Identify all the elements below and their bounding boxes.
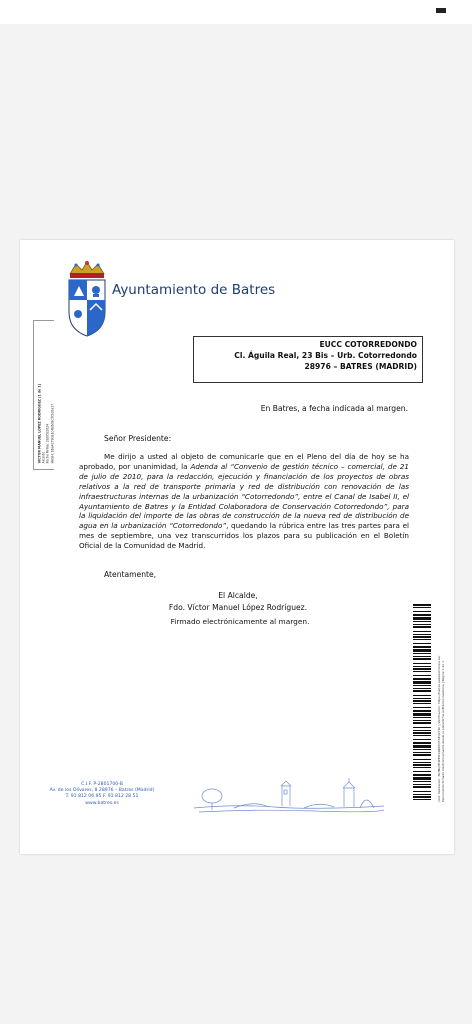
footer-web: www.batres.es — [85, 800, 119, 806]
status-indicator — [436, 8, 446, 13]
signature-stamp — [33, 320, 54, 470]
organization-name: Ayuntamiento de Batres — [112, 282, 276, 298]
recipient-city: 28976 – BATRES (MADRID) — [304, 362, 417, 371]
greeting: Señor Presidente: — [104, 434, 172, 443]
signature-line: HASH: 8ba4c79da1c4b6d8c3f2e9a17 — [50, 403, 55, 464]
footer-cif: C.I.F. P-2801700-B — [81, 782, 123, 787]
signatory-name: Fdo. Víctor Manuel López Rodríguez. — [168, 602, 308, 612]
verification-line: Cód. Validación: 3K7NQTE4HH7A9R6TQ5XFQ2Y9C | Verificación: https://batres.sedelectronica.es/ — [437, 655, 442, 802]
letter-body — [79, 452, 409, 551]
document-page — [20, 240, 454, 854]
footer-address: Av. de los Olivares, 8 28976 – Batres (Madrid) — [49, 788, 155, 794]
closing: Atentamente, — [104, 570, 157, 579]
recipient-address-box — [193, 336, 423, 383]
body-conclusion: , quedando la rúbrica entre las tres partes para el mes de septiembre, una vez transcurridos los plazos para su publicación en el Boletín Oficial de la Comunidad de Madrid. — [79, 521, 409, 551]
signature-line: Alcalde — [41, 451, 46, 464]
recipient-street: Cl. Águila Real, 23 Bis – Urb. Cotorredondo — [234, 351, 417, 360]
signature-line: VICTOR MANUEL LOPEZ RODRIGUEZ (1 de 1) — [37, 383, 42, 464]
verification-line: Documento firmado electrónicamente desde la plataforma esPublico Gestiona | Página 1 de 1 — [441, 660, 445, 802]
signatory-title: El Alcalde, — [218, 591, 258, 600]
body-intro: Me dirijo a usted al objeto de comunicarle que en el Pleno del día de hoy se ha aprobado, por unanimidad, la — [79, 452, 409, 471]
town-landscape-illustration — [194, 774, 384, 814]
barcode-icon — [413, 604, 431, 800]
status-bar — [0, 0, 472, 24]
verification-stamp — [432, 604, 452, 804]
signature-line: Fecha Firma: 28/05/2024 — [46, 423, 50, 464]
footer-phones: T. 91 812 06 95 F. 91 812 28 51 — [65, 794, 139, 800]
electronic-signature-note: Firmado electrónicamente al margen. — [170, 617, 310, 626]
footer-contact — [42, 782, 162, 807]
coat-of-arms-icon — [66, 260, 108, 338]
body-adenda-title: Adenda al “Convenio de gestión técnico – comercial, de 21 de julio de 2010, para la redacción, ejecución y financiación de los proyectos de obras relativos a la red de transporte primaria y red de distribución con renovación de las infraestructuras internas de la urbanización “Cotorredondo”, entre el Canal de Isabel II, el Ayuntamiento de Batres y la Entidad Colaboradora de Conservación Cotorredondo”, para la liquidación del importe de las obras de construcción de la nueva red de distribución de agua en la urbanización “Cotorredondo” — [79, 461, 409, 531]
date-line: En Batres, a fecha indicada al margen. — [260, 404, 408, 413]
signatory-block — [168, 590, 308, 613]
recipient-name: EUCC COTORREDONDO — [319, 340, 417, 349]
